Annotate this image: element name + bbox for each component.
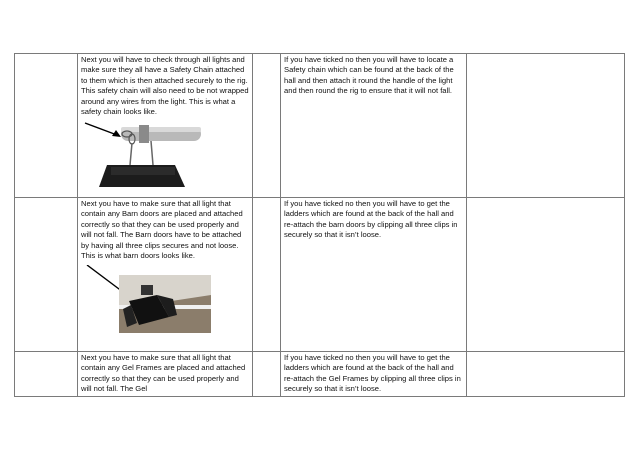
blank-cell	[253, 352, 281, 397]
blank-cell	[15, 198, 78, 352]
instruction-text: Next you have to make sure that all light that contain any Barn doors are placed and attached correctly so that they can be used properly and will not fall. The Barn doors have to be attached by having all three clips secures and not loose. This is what barn doors looks like.	[81, 199, 243, 261]
blank-cell	[253, 54, 281, 198]
checklist-table	[14, 53, 625, 397]
action-cell	[281, 352, 467, 397]
table-row	[15, 54, 625, 198]
blank-cell	[253, 198, 281, 352]
barn-doors-image	[81, 265, 211, 335]
action-cell	[281, 198, 467, 352]
table-row	[15, 198, 625, 352]
instruction-text: Next you will have to check through all lights and make sure they all have a Safety Chain attached to them which is then attached securely to the rig. This safety chain will also need to be not wrapped around any wires from the light. This is what a safety chain looks like.	[81, 55, 249, 117]
blank-cell	[15, 54, 78, 198]
safety-chain-image	[81, 121, 201, 187]
instruction-cell	[78, 198, 253, 352]
instruction-cell	[78, 352, 253, 397]
blank-cell	[467, 198, 625, 352]
instruction-cell	[78, 54, 253, 198]
table-row	[15, 352, 625, 397]
barn-doors-photo	[81, 265, 249, 335]
blank-cell	[467, 54, 625, 198]
instruction-text: Next you have to make sure that all light that contain any Gel Frames are placed and attached correctly so that they can be used properly and will not fall. The Gel	[81, 353, 246, 394]
blank-cell	[15, 352, 78, 397]
action-text: If you have ticked no then you will have to locate a Safety chain which can be found at the back of the hall and then attach it round the handle of the light and then round the rig to ensure that it will not fall.	[284, 55, 454, 96]
action-text: If you have ticked no then you will have to get the ladders which are found at the back of the hall and re-attach the Gel Frames by clipping all three clips in securely so that it isn’t loose.	[284, 353, 461, 394]
action-text: If you have ticked no then you will have to get the ladders which are found at the back of the hall and re-attach the barn doors by clipping all three clips in securely so that it isn’t loose.	[284, 199, 458, 240]
action-cell	[281, 54, 467, 198]
safety-chain-photo	[81, 121, 249, 187]
blank-cell	[467, 352, 625, 397]
